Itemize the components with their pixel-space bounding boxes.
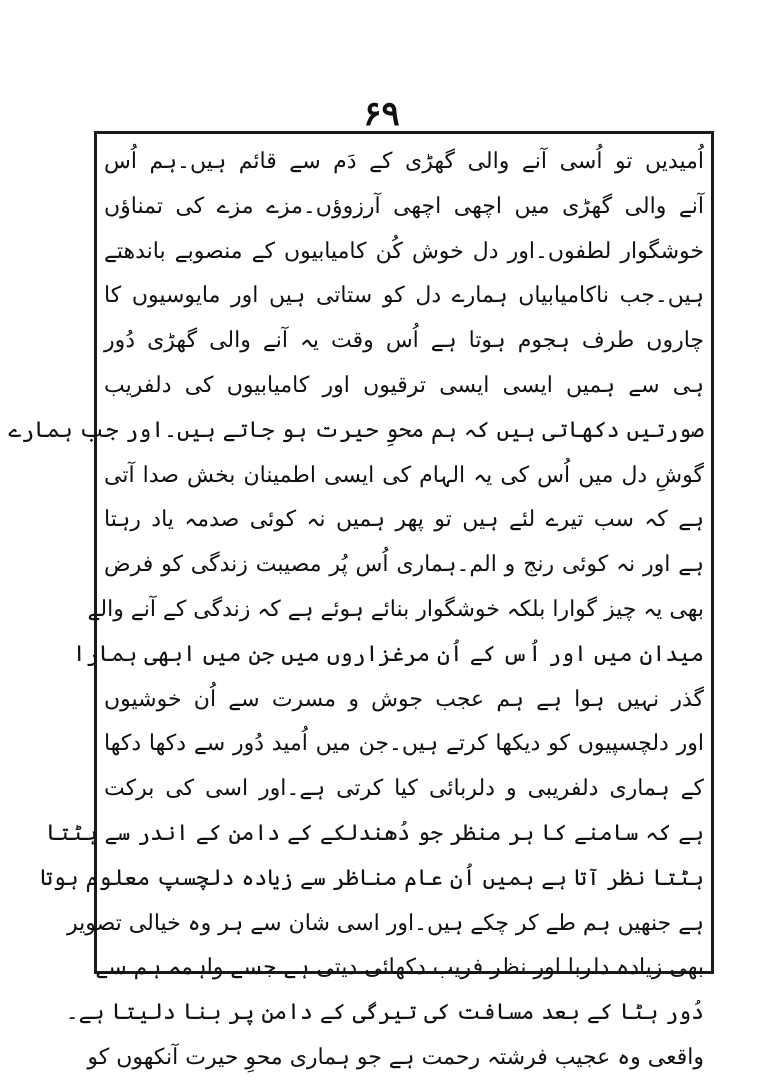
text-line: بھی زیادہ دلربا اور نظر فریب دکھائی دیتی ہے جسے واہمہ ہم سے	[95, 955, 704, 981]
text-line: چاروں طرف ہجوم ہوتا ہے اُس وقت یہ آنے والی گھڑی دُور	[104, 328, 704, 354]
text-line: اور دلچسپیوں کو دیکھا کرتے ہیں۔جن میں اُمید دُور سے دکھا دکھا	[104, 731, 704, 757]
text-line: ہے کہ سامنے کا ہر منظر جو دُھندلکے کے دامن کے اندر سے ہٹتا	[45, 820, 704, 846]
text-line: ہیں۔جب ناکامیابیاں ہمارے دل کو ستاتی ہیں اور مایوسیوں کا	[104, 283, 704, 309]
text-line: کے ہماری دلفریبی و دلربائی کیا کرتی ہے۔اور اسی کی برکت	[104, 776, 704, 802]
text-body	[8, 138, 708, 1070]
text-line: اُمیدیں تو اُسی آنے والی گھڑی کے دَم سے قائم ہیں۔ہم اُس	[104, 149, 704, 174]
text-line: میدان میں اور اُس کے اُن مرغزاروں میں جن میں ابھی ہمارا	[72, 641, 704, 667]
page-number: ۶۹	[363, 94, 400, 134]
text-line: ہے کہ سب تیرے لئے ہیں تو پھر ہمیں نہ کوئی صدمہ یاد رہتا	[104, 507, 704, 533]
text-line: دُور ہٹا کے بعد مسافت کی تیرگی کے دامن پر بنا دلیتا ہے۔	[65, 1000, 704, 1026]
text-line: ہٹتا نظر آتا ہے ہمیں اُن عام مناظر سے زیادہ دلچسپ معلوم ہوتا	[40, 865, 704, 891]
text-line: گذر نہیں ہوا ہے ہم عجب جوش و مسرت سے اُن خوشیوں	[104, 686, 704, 712]
text-line: گوشِ دل میں اُس کی یہ الہام کی ایسی اطمینان بخش صدا آتی	[104, 462, 704, 488]
text-line: آنے والی گھڑی میں اچھی اچھی آرزوؤں۔مزے مزے کی تمناؤں	[104, 193, 704, 219]
text-line: خوشگوار لطفوں۔اور دل خوش کُن کامیابیوں کے منصوبے باندھتے	[104, 238, 704, 264]
text-line: ہی سے ہمیں ایسی ایسی ترقیوں اور کامیابیوں کی دلفریب	[104, 372, 704, 398]
text-line: واقعی وہ عجیب فرشتہ رحمت ہے جو ہماری محوِ حیرت آنکھوں کو	[87, 1044, 704, 1070]
text-line: صورتیں دکھاتی ہیں کہ ہم محوِ حیرت ہو جاتے ہیں۔اور جب ہمارے	[8, 417, 704, 443]
text-line: ہے اور نہ کوئی رنج و الم۔ہماری اُس پُر مصیبت زندگی کو فرض	[104, 552, 704, 578]
text-line: ہے جنھیں ہم طے کر چکے ہیں۔اور اسی شان سے ہر وہ خیالی تصویر	[66, 910, 704, 936]
text-line: بھی یہ چیز گوارا بلکہ خوشگوار بنائے ہوئے ہے کہ زندگی کے آنے والے	[87, 596, 704, 622]
